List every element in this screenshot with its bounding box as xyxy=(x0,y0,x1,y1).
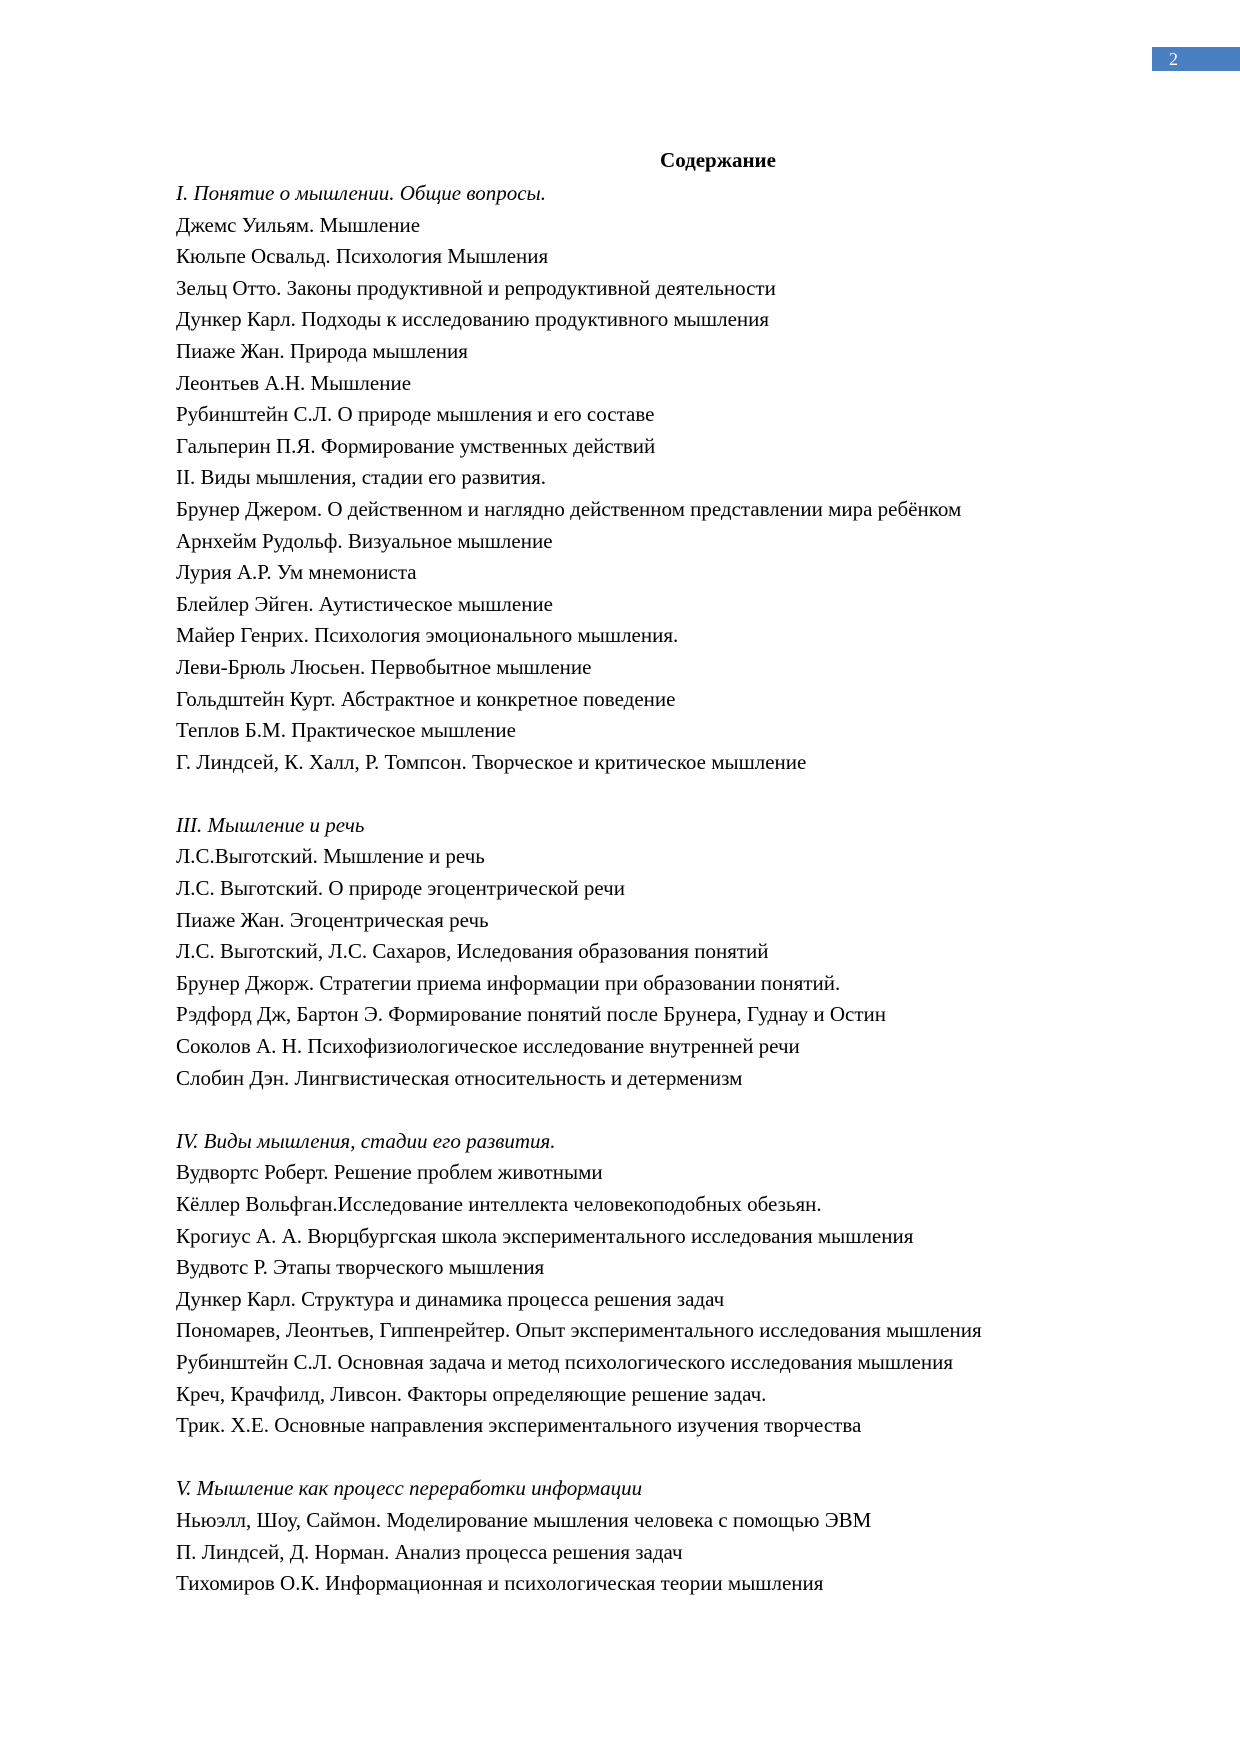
toc-entry: Кёллер Вольфган.Исследование интеллекта человекоподобных обезьян. xyxy=(176,1192,822,1216)
toc-entry: Тихомиров О.К. Информационная и психологическая теории мышления xyxy=(176,1571,824,1596)
toc-entry: Гольдштейн Курт. Абстрактное и конкретное поведение xyxy=(176,686,676,711)
section-spacer xyxy=(176,778,1136,810)
section-heading: IV. Виды мышления, стадии его развития. xyxy=(176,1128,556,1153)
toc-entry: Рубинштейн С.Л. Основная задача и метод психологического исследования мышления xyxy=(176,1349,953,1374)
toc-entry: Слобин Дэн. Лингвистическая относительность и детерменизм xyxy=(176,1065,743,1090)
toc-entry: Брунер Джером. О действенном и наглядно действенном представлении мира ребёнком xyxy=(176,496,962,521)
toc-entry: Креч, Крачфилд, Ливсон. Факторы определяющие решение задач. xyxy=(176,1381,767,1406)
section-spacer xyxy=(176,1442,1136,1474)
toc-entry: Майер Генрих. Психология эмоционального мышления. xyxy=(176,623,679,648)
section-heading: I. Понятие о мышлении. Общие вопросы. xyxy=(176,181,547,205)
toc-entry: Пиаже Жан. Эгоцентрическая речь xyxy=(176,907,489,932)
toc-entry: Блейлер Эйген. Аутистическое мышление xyxy=(176,591,553,616)
toc-entry: Дункер Карл. Подходы к исследованию продуктивного мышления xyxy=(176,307,770,332)
toc-entry: Вудвотс Р. Этапы творческого мышления xyxy=(176,1255,545,1280)
toc-entry: Вудвортс Роберт. Решение проблем животными xyxy=(176,1160,603,1185)
toc-entry: Брунер Джорж. Стратегии приема информации при образовании понятий. xyxy=(176,970,841,995)
toc-entry: Рэдфорд Дж, Бартон Э. Формирование понятий после Брунера, Гуднау и Остин xyxy=(176,1002,886,1027)
toc-entry: Дункер Карл. Структура и динамика процесса решения задач xyxy=(176,1286,725,1311)
toc-entry: Л.С. Выготский. О природе эгоцентрической речи xyxy=(176,876,625,901)
toc-entry: Теплов Б.М. Практическое мышление xyxy=(176,718,516,743)
toc-entry: Трик. Х.Е. Основные направления экспериментального изучения творчества xyxy=(176,1413,862,1438)
toc-entry: Г. Линдсей, К. Халл, Р. Томпсон. Творческое и критическое мышление xyxy=(176,749,807,774)
toc-entry: Леви-Брюль Люсьен. Первобытное мышление xyxy=(176,654,592,679)
toc-entry: Лурия А.Р. Ум мнемониста xyxy=(176,560,417,585)
table-of-contents xyxy=(176,146,1136,1600)
section-heading: V. Мышление как процесс переработки информации xyxy=(176,1476,643,1501)
toc-entry: Леонтьев А.Н. Мышление xyxy=(176,370,412,395)
section-spacer xyxy=(176,1094,1136,1126)
toc-entry: Соколов А. Н. Психофизиологическое исследование внутренней речи xyxy=(176,1034,800,1059)
toc-entry: Арнхейм Рудольф. Визуальное мышление xyxy=(176,528,553,553)
toc-entry: Кюльпе Освальд. Психология Мышления xyxy=(176,244,549,269)
page-title: Содержание xyxy=(660,148,776,172)
toc-entry: Гальперин П.Я. Формирование умственных действий xyxy=(176,433,656,458)
section-heading: III. Мышление и речь xyxy=(176,812,365,837)
toc-entry: Джемс Уильям. Мышление xyxy=(176,212,421,237)
toc-entry: П. Линдсей, Д. Норман. Анализ процесса решения задач xyxy=(176,1539,683,1564)
toc-entry: Л.С.Выготский. Мышление и речь xyxy=(176,844,485,869)
section-heading: II. Виды мышления, стадии его развития. xyxy=(176,465,547,490)
toc-entry: Крогиус А. А. Вюрцбургская школа экспериментального исследования мышления xyxy=(176,1223,914,1248)
toc-entry: Зельц Отто. Законы продуктивной и репродуктивной деятельности xyxy=(176,275,776,300)
toc-entry: Пиаже Жан. Природа мышления xyxy=(176,338,468,363)
toc-entry: Рубинштейн С.Л. О природе мышления и его составе xyxy=(176,402,655,427)
toc-entry: Ньюэлл, Шоу, Саймон. Моделирование мышления человека с помощью ЭВМ xyxy=(176,1507,872,1532)
page-number: 2 xyxy=(1152,47,1240,71)
toc-entry: Пономарев, Леонтьев, Гиппенрейтер. Опыт экспериментального исследования мышления xyxy=(176,1318,982,1343)
toc-entry: Л.С. Выготский, Л.С. Сахаров, Иследования образования понятий xyxy=(176,939,769,964)
